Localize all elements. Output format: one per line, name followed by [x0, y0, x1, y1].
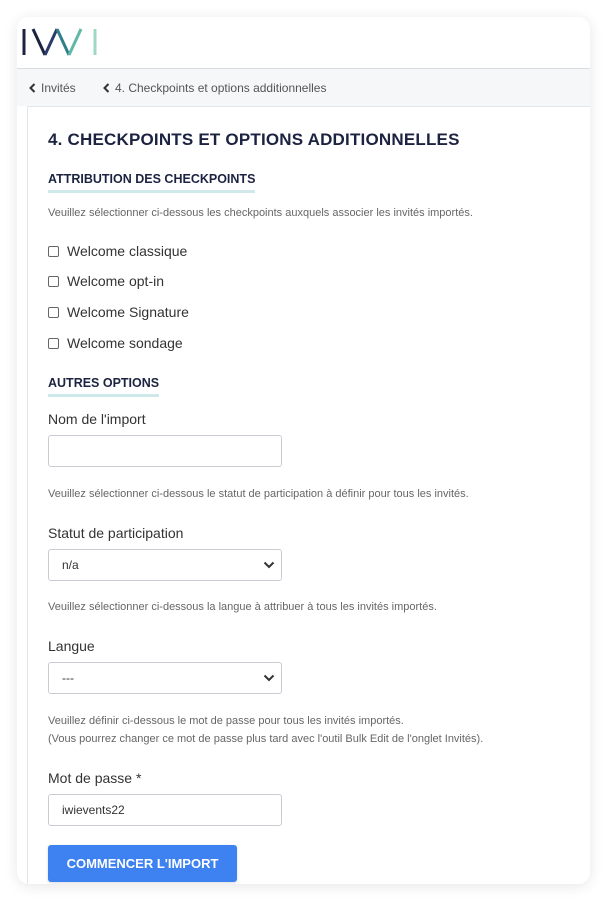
participation-label: Statut de participation — [48, 525, 184, 541]
checkbox-welcome-classique[interactable] — [48, 243, 187, 259]
options-heading: AUTRES OPTIONS — [48, 376, 159, 397]
participation-help: Veuillez sélectionner ci-dessous le statut de participation à définir pour tous les invités. — [48, 488, 469, 500]
password-input[interactable]: iwievents22 — [48, 794, 282, 826]
checkbox-welcome-signature[interactable] — [48, 304, 189, 320]
checkbox-label: Welcome opt-in — [67, 273, 165, 289]
import-name-input[interactable] — [48, 435, 282, 467]
password-help-line2: (Vous pourrez changer ce mot de passe plus tard avec l'outil Bulk Edit de l'onglet Invités). — [48, 733, 484, 745]
language-select[interactable] — [48, 662, 282, 694]
import-name-label: Nom de l'import — [48, 411, 146, 427]
checkbox-welcome-sondage[interactable] — [48, 335, 183, 351]
checkbox-box[interactable] — [48, 338, 59, 349]
language-selected: --- — [62, 671, 74, 685]
chevron-left-icon — [29, 83, 36, 93]
iwi-logo[interactable] — [21, 26, 101, 65]
checkbox-label: Welcome sondage — [67, 335, 183, 351]
breadcrumb-label: Invités — [41, 81, 76, 95]
language-help: Veuillez sélectionner ci-dessous la langue à attribuer à tous les invités importés. — [48, 601, 437, 613]
checkpoints-heading: ATTRIBUTION DES CHECKPOINTS — [48, 172, 255, 193]
checkbox-box[interactable] — [48, 246, 59, 257]
participation-selected: n/a — [62, 558, 79, 572]
participation-select[interactable] — [48, 549, 282, 581]
chevron-down-icon — [263, 674, 275, 682]
form-panel — [27, 106, 590, 884]
breadcrumb-label: 4. Checkpoints et options additionnelles — [115, 81, 327, 95]
checkbox-box[interactable] — [48, 307, 59, 318]
chevron-left-icon — [103, 83, 110, 93]
password-help-line1: Veuillez définir ci-dessous le mot de passe pour tous les invités importés. — [48, 715, 404, 727]
checkbox-label: Welcome classique — [67, 243, 188, 259]
checkbox-welcome-opt-in[interactable] — [48, 273, 164, 289]
password-label: Mot de passe * — [48, 770, 142, 786]
top-bar — [17, 17, 590, 69]
checkbox-box[interactable] — [48, 276, 59, 287]
main-card — [17, 17, 590, 884]
breadcrumb-invites[interactable] — [29, 81, 76, 95]
checkpoints-help: Veuillez sélectionner ci-dessous les checkpoints auxquels associer les invités importés. — [48, 207, 473, 219]
iwi-logo-mark — [21, 26, 101, 60]
breadcrumb-current-step[interactable] — [103, 81, 326, 95]
checkbox-label: Welcome Signature — [67, 304, 189, 320]
start-import-button[interactable]: COMMENCER L'IMPORT — [48, 845, 237, 882]
breadcrumb — [17, 70, 590, 106]
language-label: Langue — [48, 638, 95, 654]
chevron-down-icon — [263, 561, 275, 569]
page-title: 4. CHECKPOINTS ET OPTIONS ADDITIONNELLES — [48, 130, 460, 149]
